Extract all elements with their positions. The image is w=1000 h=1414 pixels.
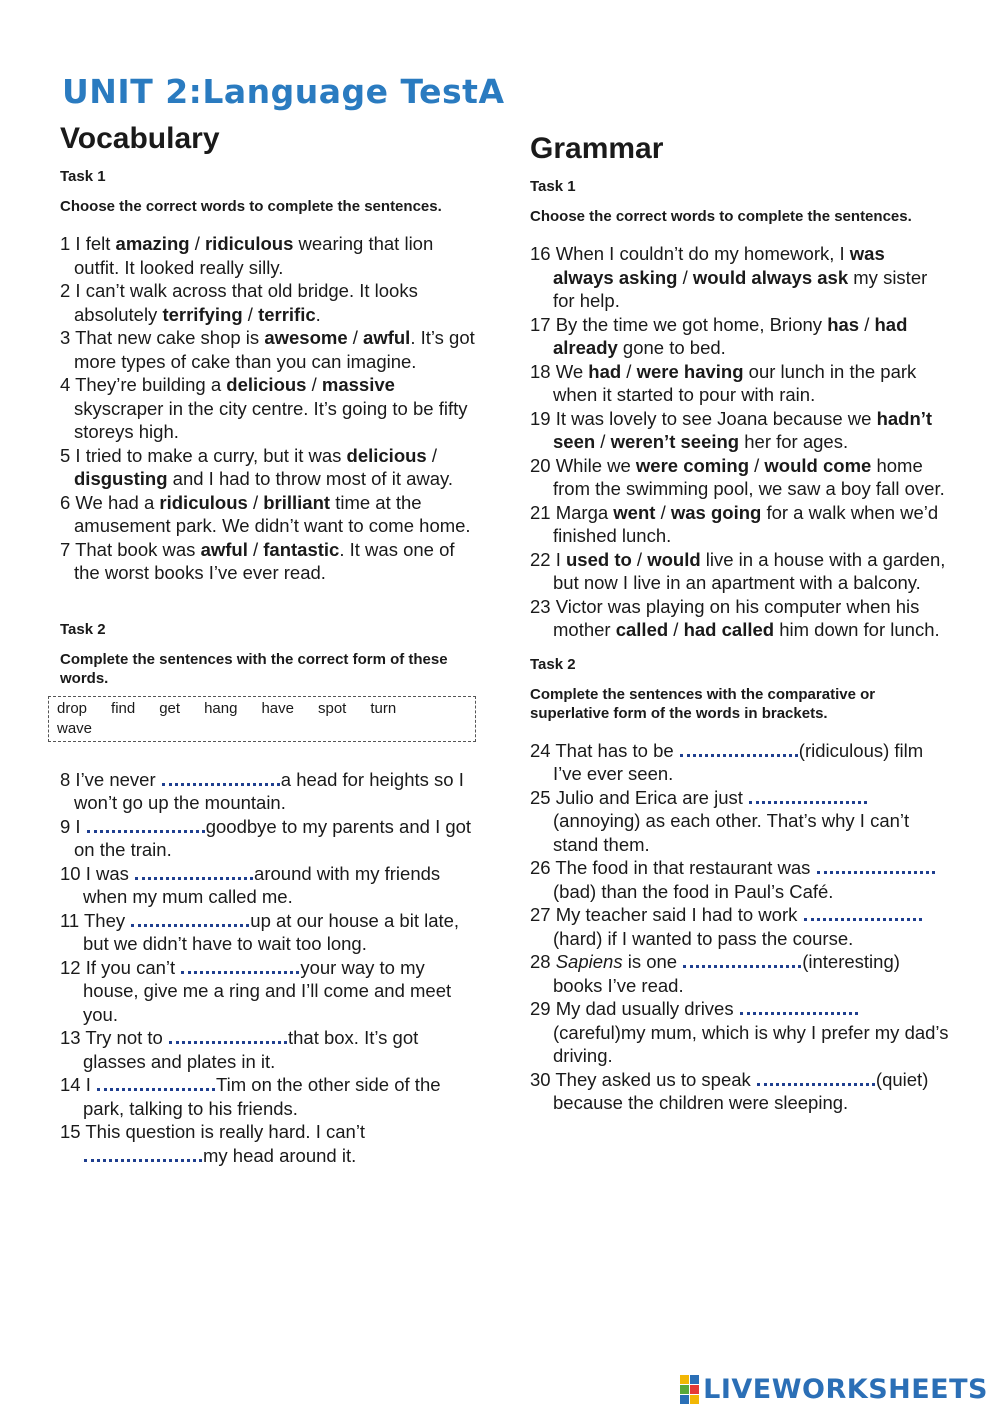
answer-blank[interactable]	[162, 769, 280, 786]
answer-option[interactable]: had called	[683, 619, 775, 640]
item-text: and I had to throw most of it away.	[167, 468, 454, 489]
answer-option[interactable]: called	[615, 619, 669, 640]
item-text: (annoying) as each other. That’s why I can’t stand them.	[553, 810, 910, 855]
brand-name: LIVEWORKSHEETS	[703, 1374, 988, 1405]
grammar-heading: Grammar	[530, 132, 664, 165]
item-text: (careful)my mum, which is why I prefer my dad’s driving.	[553, 1021, 949, 1066]
item-text: (ridiculous) film I’ve ever seen.	[553, 739, 924, 784]
item-text: up at our house a bit late, but we didn’t have to wait too long.	[83, 909, 460, 954]
item-text: /	[242, 303, 259, 325]
item-text: live in a house with a garden, but now I live in an apartment with a balcony.	[553, 548, 946, 593]
grammar-task1-label: Task 1	[530, 178, 576, 195]
answer-option[interactable]: terrifying	[162, 303, 243, 325]
exercise-item	[530, 242, 950, 313]
grammar-task2-instruction: Complete the sentences with the comparative or superlative form of the words in brackets.	[530, 685, 876, 722]
exercise-item	[530, 407, 950, 454]
exercise-item	[530, 501, 950, 548]
exercise-item	[60, 815, 480, 862]
answer-blank[interactable]	[817, 857, 935, 874]
item-text: my head around it.	[203, 1144, 357, 1166]
item-text: /	[749, 454, 765, 476]
page-title: UNIT 2:Language TestA	[62, 72, 505, 111]
answer-option[interactable]: amazing	[115, 233, 190, 254]
answer-option[interactable]: weren’t seeing	[610, 431, 740, 452]
word-box-word: drop	[57, 699, 88, 717]
item-text: Tim on the other side of the park, talking to his friends.	[83, 1074, 441, 1119]
vocab-task1-list	[60, 232, 480, 585]
item-text: 1 I felt	[60, 233, 116, 254]
answer-option[interactable]: went	[613, 501, 656, 523]
item-text: 19 It was lovely to see Joana because we	[530, 407, 877, 429]
item-text: time at the amusement park. We didn’t want to come home.	[74, 491, 471, 536]
word-box-word: wave	[57, 719, 93, 737]
item-text: /	[631, 548, 648, 570]
item-text: (interesting) books I’ve read.	[553, 951, 900, 996]
item-text: .	[315, 303, 321, 325]
item-text: 20 While we	[530, 454, 636, 476]
item-text: 8 I’ve never	[60, 768, 161, 790]
item-text: wearing that lion outfit. It looked really silly.	[74, 233, 434, 278]
item-text: 4 They’re building a	[60, 374, 227, 395]
answer-blank[interactable]	[804, 904, 922, 921]
answer-blank[interactable]	[749, 787, 867, 804]
logo-square	[690, 1375, 699, 1384]
grammar-column	[530, 132, 950, 1115]
exercise-item	[530, 360, 950, 407]
exercise-item	[60, 279, 480, 326]
answer-option[interactable]: would	[647, 548, 701, 570]
item-text: 25 Julio and Erica are just	[530, 786, 749, 808]
word-box-word: find	[111, 699, 136, 717]
item-text: /	[621, 360, 637, 382]
answer-blank[interactable]	[87, 816, 205, 833]
answer-blank[interactable]	[181, 957, 299, 974]
exercise-item	[530, 739, 950, 786]
answer-blank[interactable]	[169, 1027, 287, 1044]
answer-option[interactable]: ridiculous	[159, 491, 248, 513]
exercise-item	[60, 862, 480, 909]
word-box-word: have	[261, 699, 294, 717]
answer-option[interactable]: delicious	[346, 444, 427, 466]
item-text: (hard) if I wanted to pass the course.	[553, 927, 854, 949]
word-box-word: get	[159, 699, 181, 717]
item-text: home from the swimming pool, we saw a boy fall over.	[553, 454, 945, 499]
answer-option[interactable]: disgusting	[74, 468, 168, 489]
exercise-item	[530, 903, 950, 950]
logo-square	[690, 1395, 699, 1404]
item-text: 26 The food in that restaurant was	[530, 857, 816, 878]
item-text: skyscraper in the city centre. It’s going to be fifty storeys high.	[74, 397, 468, 442]
answer-blank[interactable]	[680, 740, 798, 757]
exercise-item	[530, 856, 950, 903]
answer-option[interactable]: would come	[764, 454, 872, 476]
item-text: 2 I can’t walk across that old bridge. It looks absolutely	[60, 280, 418, 325]
answer-option[interactable]: had already	[553, 313, 908, 358]
item-text: my sister for help.	[553, 266, 928, 311]
item-text: 23 Victor was playing on his computer when his mother	[530, 595, 920, 640]
vocab-task2-list	[60, 768, 480, 1168]
item-text: that box. It’s got glasses and plates in it.	[83, 1027, 419, 1072]
item-text: our lunch in the park when it started to pour with rain.	[553, 360, 917, 405]
liveworksheets-logo-icon	[680, 1375, 699, 1404]
item-text: 15 This question is really hard. I can’t	[60, 1121, 366, 1142]
answer-option[interactable]: fantastic	[263, 538, 340, 560]
answer-option[interactable]: terrific	[258, 303, 316, 325]
exercise-item	[60, 491, 480, 538]
item-text: 10 I was	[60, 862, 135, 884]
item-text: around with my friends when my mum called me.	[83, 862, 441, 907]
word-box	[48, 696, 476, 742]
item-text: for a walk when we’d finished lunch.	[553, 501, 939, 546]
answer-option[interactable]: delicious	[226, 374, 307, 395]
item-text: is one	[622, 951, 683, 972]
answer-blank[interactable]	[131, 910, 249, 927]
answer-option[interactable]: massive	[321, 374, 395, 395]
item-text: /	[189, 233, 205, 254]
answer-option[interactable]: was always asking	[553, 243, 885, 288]
item-text: your way to my house, give me a ring and I’ll come and meet you.	[83, 956, 452, 1025]
answer-blank[interactable]	[757, 1069, 875, 1086]
item-text: . It’s got more types of cake than you can imagine.	[74, 327, 475, 372]
answer-option[interactable]: has	[827, 313, 860, 335]
item-text: (quiet) because the children were sleeping.	[553, 1068, 929, 1113]
item-text: 28	[530, 951, 556, 972]
item-text: 27 My teacher said I had to work	[530, 904, 803, 925]
item-text: /	[426, 444, 437, 466]
item-text: 7 That book was	[60, 538, 201, 560]
answer-option[interactable]: brilliant	[263, 491, 331, 513]
item-text: 29 My dad usually drives	[530, 998, 739, 1019]
answer-option[interactable]: awesome	[264, 327, 348, 348]
item-text: 21 Marga	[530, 501, 614, 523]
item-text: (bad) than the food in Paul’s Café.	[553, 880, 834, 902]
item-text: /	[347, 327, 364, 348]
grammar-task1-instruction: Choose the correct words to complete the sentences.	[530, 208, 912, 225]
item-text: gone to bed.	[617, 337, 726, 358]
answer-option[interactable]: were having	[636, 360, 744, 382]
vocabulary-column	[57, 122, 480, 1167]
item-text: /	[859, 313, 875, 335]
exercise-item	[530, 548, 950, 595]
answer-option[interactable]: hadn’t seen	[553, 407, 933, 452]
answer-blank[interactable]	[683, 951, 801, 968]
answer-option[interactable]: had	[588, 360, 622, 382]
vocab-task1-instruction: Choose the correct words to complete the sentences.	[60, 198, 442, 215]
item-text: goodbye to my parents and I got on the train.	[74, 815, 472, 860]
exercise-item	[60, 768, 480, 815]
answer-option[interactable]: were coming	[635, 454, 749, 476]
vocab-task1-label: Task 1	[60, 168, 106, 185]
item-text: /	[655, 501, 671, 523]
item-text: /	[306, 374, 322, 395]
grammar-task2-list	[530, 739, 950, 1115]
exercise-item	[60, 373, 480, 444]
answer-option[interactable]: used to	[566, 548, 632, 570]
item-text: 13 Try not to	[60, 1027, 168, 1048]
exercise-item	[60, 1120, 480, 1167]
exercise-item	[530, 595, 950, 642]
answer-option[interactable]: was going	[670, 501, 762, 523]
exercise-item	[530, 313, 950, 360]
item-text: 3 That new cake shop is	[60, 327, 265, 348]
item-text: 22 I	[530, 548, 566, 570]
exercise-item	[530, 454, 950, 501]
item-text: 18 We	[530, 360, 589, 382]
logo-square	[680, 1385, 689, 1394]
item-text: 17 By the time we got home, Briony	[530, 313, 828, 335]
footer-logo	[680, 1374, 988, 1405]
answer-option[interactable]: would always ask	[692, 266, 849, 288]
item-text: her for ages.	[739, 431, 849, 452]
item-text: . It was one of the worst books I’ve ever read.	[74, 538, 455, 583]
answer-option[interactable]: ridiculous	[204, 233, 294, 254]
item-text: /	[668, 619, 684, 640]
answer-blank[interactable]	[740, 998, 858, 1015]
item-text: 12 If you can’t	[60, 956, 181, 978]
item-text: 14 I	[60, 1074, 96, 1095]
word-box-word: hang	[204, 699, 238, 717]
item-text: 24 That has to be	[530, 739, 679, 761]
item-text: 11 They	[60, 909, 131, 931]
exercise-item	[60, 326, 480, 373]
item-text: 16 When I couldn’t do my homework, I	[530, 243, 850, 264]
exercise-item	[60, 232, 480, 279]
item-text: him down for lunch.	[774, 619, 940, 640]
grammar-task2-label: Task 2	[530, 655, 576, 673]
word-box-word: spot	[317, 699, 347, 717]
vocab-task2-label: Task 2	[60, 620, 106, 638]
answer-option[interactable]: awful	[200, 538, 248, 560]
italic-text: Sapiens	[555, 951, 623, 972]
word-box-word: turn	[370, 699, 397, 717]
vocabulary-heading: Vocabulary	[60, 122, 220, 155]
logo-square	[680, 1375, 689, 1384]
exercise-item	[60, 956, 480, 1027]
exercise-item	[60, 909, 480, 956]
exercise-item	[60, 1026, 480, 1073]
item-text: 6 We had a	[60, 491, 160, 513]
grammar-task1-list	[530, 242, 950, 642]
logo-square	[690, 1385, 699, 1394]
answer-blank[interactable]	[84, 1145, 202, 1162]
answer-blank[interactable]	[97, 1074, 215, 1091]
exercise-item	[530, 786, 950, 857]
item-text: a head for heights so I won’t go up the mountain.	[74, 768, 464, 813]
answer-option[interactable]: awful	[363, 327, 411, 348]
exercise-item	[60, 1073, 480, 1120]
item-text: /	[595, 431, 611, 452]
vocab-task2-instruction: Complete the sentences with the correct form of these words.	[60, 650, 448, 687]
exercise-item	[530, 950, 950, 997]
logo-square	[680, 1395, 689, 1404]
item-text: 9 I	[60, 815, 86, 837]
item-text: 30 They asked us to speak	[530, 1068, 756, 1090]
exercise-item	[530, 997, 950, 1068]
item-text: /	[247, 491, 264, 513]
exercise-item	[530, 1068, 950, 1115]
exercise-item	[60, 538, 480, 585]
exercise-item	[60, 444, 480, 491]
answer-blank[interactable]	[135, 863, 253, 880]
item-text: 5 I tried to make a curry, but it was	[60, 444, 347, 466]
item-text: /	[677, 266, 693, 288]
item-text: /	[247, 538, 264, 560]
